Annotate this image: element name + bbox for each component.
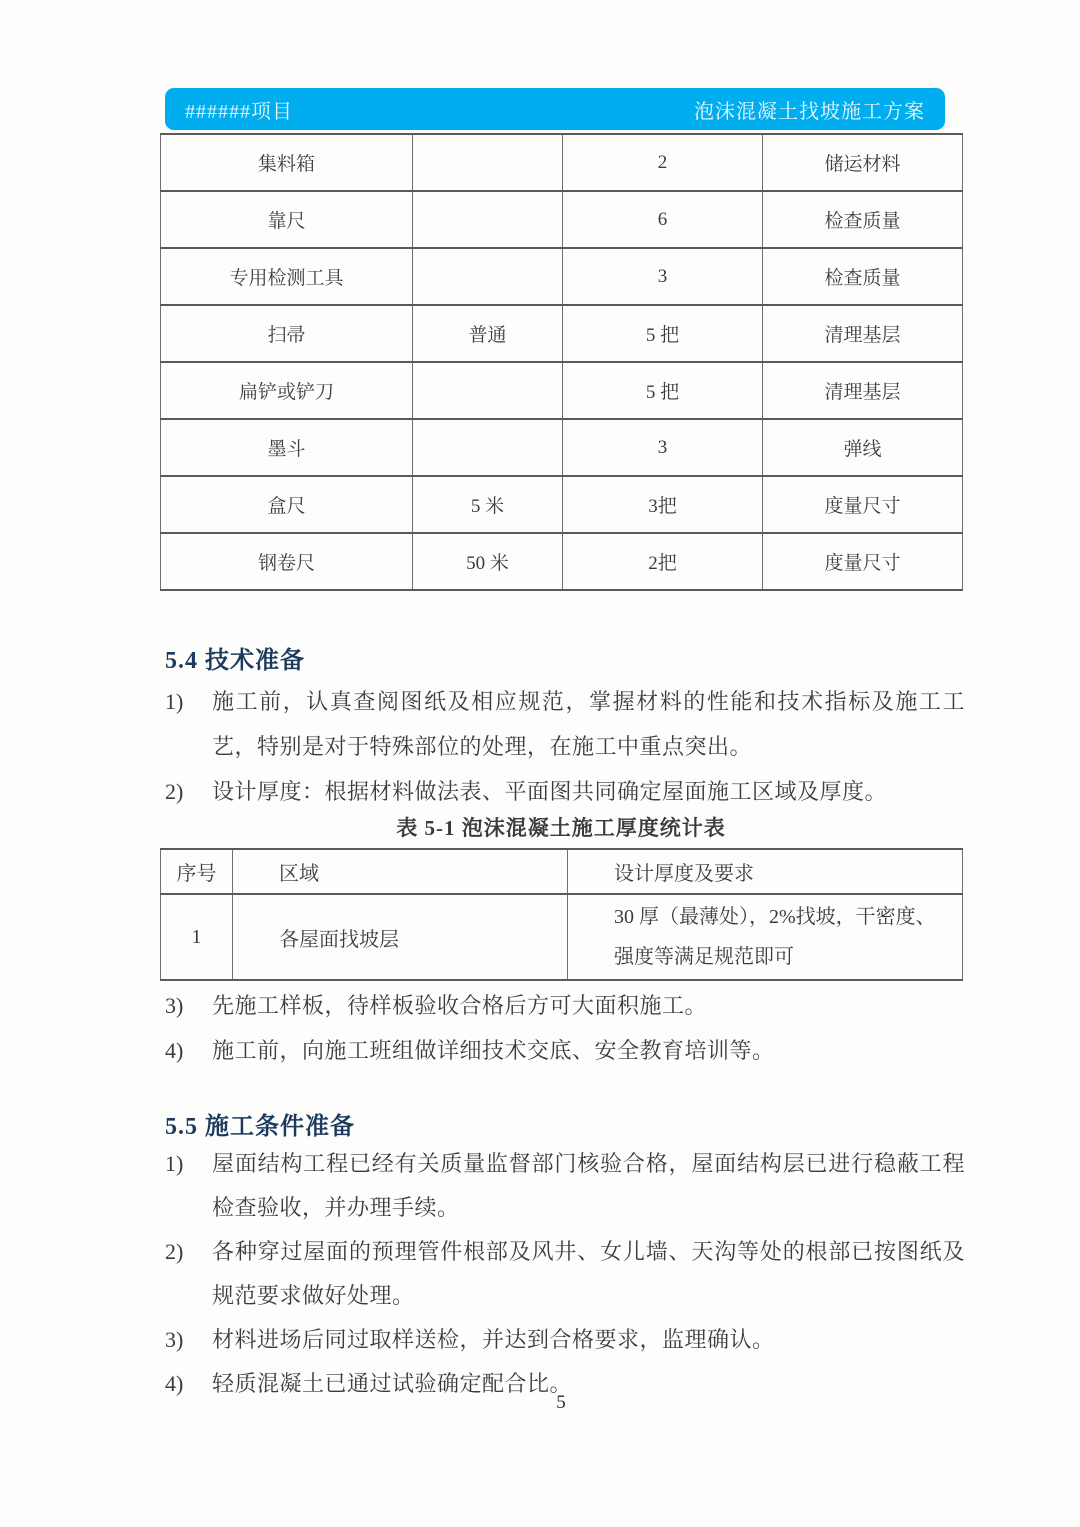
equipment-spec-cell: 5 米 — [413, 476, 563, 533]
table-row — [161, 419, 963, 476]
column-header-no: 序号 — [161, 849, 233, 894]
list-item-text: 施工前，向施工班组做详细技术交底、安全教育培训等。 — [212, 1038, 775, 1063]
list-item-text: 先施工样板，待样板验收合格后方可大面积施工。 — [212, 993, 708, 1018]
table-row — [161, 305, 963, 362]
table-row — [161, 894, 963, 980]
equipment-spec-cell: 普通 — [413, 305, 563, 362]
row-area-cell: 各屋面找坡层 — [233, 894, 568, 980]
section-5-4-list-continued — [165, 983, 965, 1073]
list-item — [165, 769, 965, 814]
equipment-qty-cell: 5 把 — [563, 362, 763, 419]
equipment-purpose-cell: 弹线 — [763, 419, 963, 476]
equipment-purpose-cell: 清理基层 — [763, 362, 963, 419]
equipment-qty-cell: 5 把 — [563, 305, 763, 362]
equipment-name-cell: 盒尺 — [161, 476, 413, 533]
equipment-purpose-cell: 检查质量 — [763, 191, 963, 248]
header-doc-title: 泡沫混凝土找坡施工方案 — [694, 100, 925, 123]
equipment-qty-cell: 3 — [563, 248, 763, 305]
table-row — [161, 134, 963, 191]
column-header-requirement: 设计厚度及要求 — [568, 849, 963, 894]
equipment-qty-cell: 6 — [563, 191, 763, 248]
section-5-5-list — [165, 1142, 965, 1406]
section-heading-5-4: 5.4 技术准备 — [165, 648, 305, 674]
list-item-text: 各种穿过屋面的预理管件根部及风井、女儿墙、天沟等处的根部已按图纸及规范要求做好处理。 — [212, 1239, 965, 1308]
list-item-text: 屋面结构工程已经有关质量监督部门核验合格，屋面结构层已进行稳蔽工程检查验收，并办理手续。 — [212, 1151, 965, 1220]
equipment-qty-cell: 3 — [563, 419, 763, 476]
list-item-text: 施工前，认真查阅图纸及相应规范，掌握材料的性能和技术指标及施工工艺，特别是对于特殊部位的处理，在施工中重点突出。 — [212, 689, 965, 759]
equipment-purpose-cell: 度量尺寸 — [763, 476, 963, 533]
equipment-name-cell: 专用检测工具 — [161, 248, 413, 305]
equipment-name-cell: 钢卷尺 — [161, 533, 413, 590]
equipment-name-cell: 墨斗 — [161, 419, 413, 476]
page-number: 5 — [556, 1392, 566, 1413]
equipment-spec-cell — [413, 191, 563, 248]
list-item-number: 2) — [165, 779, 184, 804]
equipment-purpose-cell: 检查质量 — [763, 248, 963, 305]
equipment-qty-cell: 2 — [563, 134, 763, 191]
list-item — [165, 679, 965, 769]
list-item-number: 2) — [165, 1239, 184, 1264]
column-header-area: 区域 — [233, 849, 568, 894]
table-row — [161, 248, 963, 305]
page-header-bar — [165, 88, 945, 130]
equipment-name-cell: 靠尺 — [161, 191, 413, 248]
list-item-number: 4) — [165, 1371, 184, 1396]
row-no-cell: 1 — [161, 894, 233, 980]
table-caption: 表 5-1 泡沫混凝土施工厚度统计表 — [396, 816, 726, 840]
list-item-text: 轻质混凝土已通过试验确定配合比。 — [212, 1371, 573, 1396]
equipment-spec-cell: 50 米 — [413, 533, 563, 590]
equipment-qty-cell: 2把 — [563, 533, 763, 590]
list-item — [165, 983, 965, 1028]
list-item — [165, 1028, 965, 1073]
equipment-purpose-cell: 储运材料 — [763, 134, 963, 191]
header-project-name: ######项目 — [185, 100, 293, 123]
list-item-number: 4) — [165, 1038, 184, 1063]
equipment-qty-cell: 3把 — [563, 476, 763, 533]
equipment-purpose-cell: 度量尺寸 — [763, 533, 963, 590]
table-row — [161, 362, 963, 419]
list-item-number: 3) — [165, 1327, 184, 1352]
thickness-table — [160, 848, 963, 981]
list-item-text: 材料进场后同过取样送检，并达到合格要求，监理确认。 — [212, 1327, 775, 1352]
equipment-name-cell: 扁铲或铲刀 — [161, 362, 413, 419]
table-header-row — [161, 849, 963, 894]
list-item-number: 1) — [165, 1151, 184, 1176]
list-item — [165, 1230, 965, 1318]
list-item-number: 3) — [165, 993, 184, 1018]
table-row — [161, 533, 963, 590]
list-item — [165, 1318, 965, 1362]
equipment-table — [160, 133, 963, 591]
list-item-text: 设计厚度：根据材料做法表、平面图共同确定屋面施工区域及厚度。 — [212, 779, 888, 804]
table-row — [161, 476, 963, 533]
table-row — [161, 191, 963, 248]
equipment-spec-cell — [413, 419, 563, 476]
equipment-name-cell: 扫帚 — [161, 305, 413, 362]
equipment-spec-cell — [413, 134, 563, 191]
equipment-spec-cell — [413, 248, 563, 305]
equipment-purpose-cell: 清理基层 — [763, 305, 963, 362]
section-5-4-list — [165, 679, 965, 814]
equipment-name-cell: 集料箱 — [161, 134, 413, 191]
row-requirement-cell: 30 厚（最薄处），2%找坡，干密度、强度等满足规范即可 — [568, 894, 963, 980]
equipment-spec-cell — [413, 362, 563, 419]
section-heading-5-5: 5.5 施工条件准备 — [165, 1114, 355, 1140]
list-item-number: 1) — [165, 689, 184, 714]
list-item — [165, 1142, 965, 1230]
